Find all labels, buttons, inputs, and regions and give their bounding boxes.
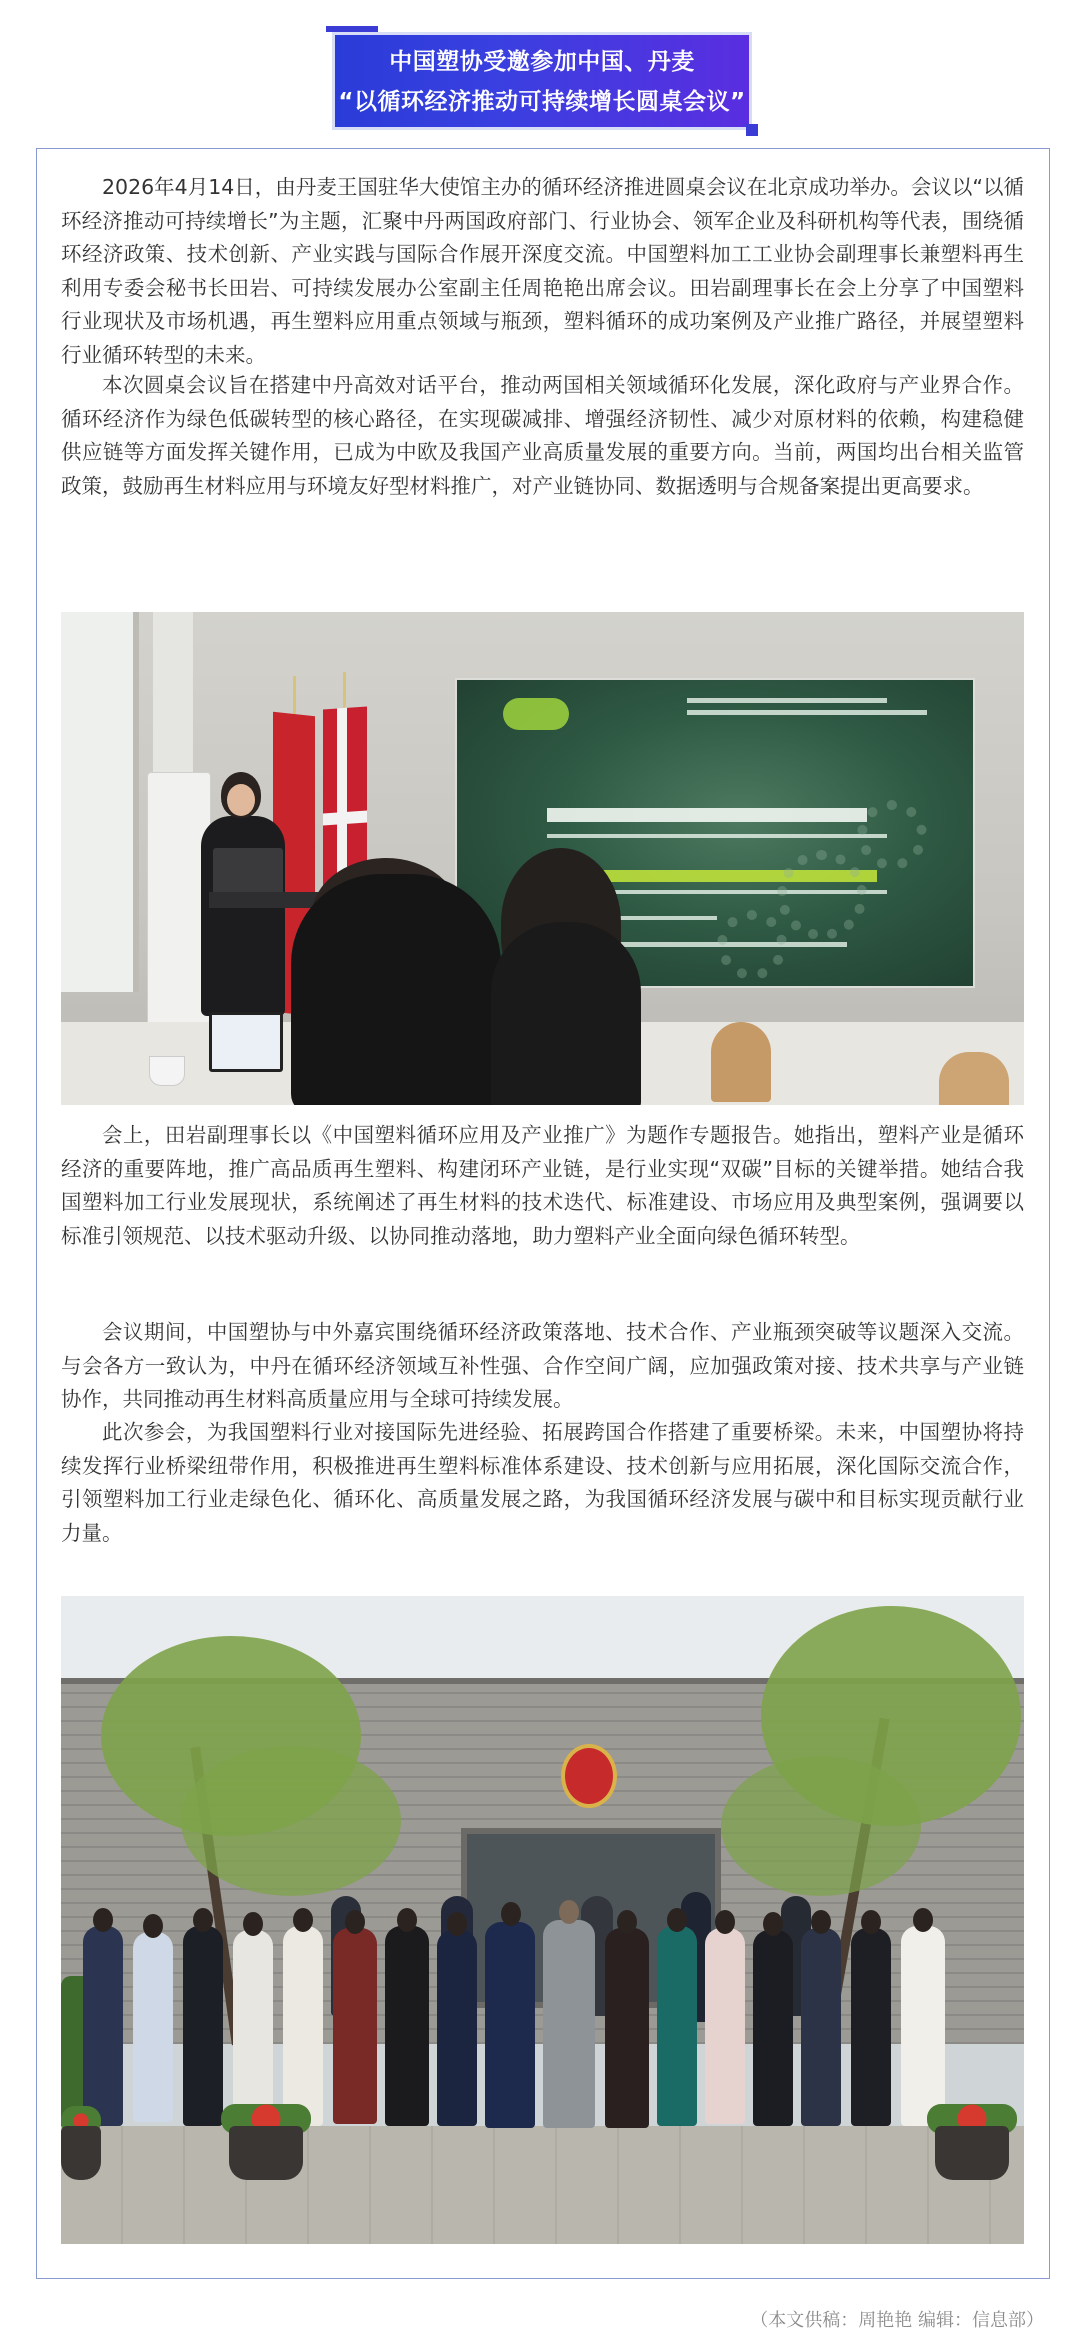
article-title xyxy=(332,32,752,130)
title-line-2: “以循环经济推动可持续增长圆桌会议” xyxy=(338,89,746,115)
article-credit: （本文供稿：周艳艳 编辑：信息部） xyxy=(750,2310,1044,2331)
speaker xyxy=(201,816,285,1016)
article-frame xyxy=(36,148,1050,2279)
title-line-1: 中国塑协受邀参加中国、丹麦 xyxy=(389,49,695,75)
embassy-emblem xyxy=(561,1744,617,1808)
group-photo xyxy=(61,1596,1024,2244)
paragraph-4: 会议期间，中国塑协与中外嘉宾围绕循环经济政策落地、技术合作、产业瓶颈突破等议题深入交流。与会各方一致认为，中丹在循环经济领域互补性强、合作空间广阔，应加强政策对接、技术共享与产业链协作，共同推动再生材料高质量应用与全球可持续发展。 xyxy=(61,1320,1024,1412)
audience-member xyxy=(291,874,501,1105)
paragraph-5: 此次参会，为我国塑料行业对接国际先进经验、拓展跨国合作搭建了重要桥梁。未来，中国塑协将持续发挥行业桥梁纽带作用，积极推进再生塑料标准体系建设、技术创新与应用拓展，深化国际交流合作，引领塑料加工行业走绿色化、循环化、高质量发展之路，为我国循环经济发展与碳中和目标实现贡献行业力量。 xyxy=(61,1420,1024,1545)
title-accent-bottom xyxy=(746,124,758,136)
audience-member xyxy=(491,922,641,1105)
paragraph-1: 2026年4月14日，由丹麦王国驻华大使馆主办的循环经济推进圆桌会议在北京成功举办。会议以“以循环经济推动可持续增长”为主题，汇聚中丹两国政府部门、行业协会、领军企业及科研机构等代表，围绕循环经济政策、技术创新、产业实践与国际合作展开深度交流。中国塑料加工工业协会副理事长兼塑料再生利用专委会秘书长田岩、可持续发展办公室副主任周艳艳出席会议。田岩副理事长在会上分享了中国塑料行业现状及市场机遇，再生塑料应用重点领域与瓶颈，塑料循环的成功案例及产业推广路径，并展望塑料行业循环转型的未来。 xyxy=(61,175,1024,367)
paragraph-2: 本次圆桌会议旨在搭建中丹高效对话平台，推动两国相关领域循环化发展，深化政府与产业界合作。循环经济作为绿色低碳转型的核心路径，在实现碳减排、增强经济韧性、减少对原材料的依赖，构建稳健供应链等方面发挥关键作用，已成为中欧及我国产业高质量发展的重要方向。当前，两国均出台相关监管政策，鼓励再生材料应用与环境友好型材料推广，对产业链协同、数据透明与合规备案提出更高要求。 xyxy=(61,373,1024,498)
paragraph-3: 会上，田岩副理事长以《中国塑料循环应用及产业推广》为题作专题报告。她指出，塑料产业是循环经济的重要阵地，推广高品质再生塑料、构建闭环产业链，是行业实现“双碳”目标的关键举措。她结合我国塑料加工行业发展现状，系统阐述了再生材料的技术迭代、标准建设、市场应用及典型案例，强调要以标准引领规范、以技术驱动升级、以协同推动落地，助力塑料产业全面向绿色循环转型。 xyxy=(61,1123,1024,1248)
presentation-photo xyxy=(61,612,1024,1105)
title-banner xyxy=(326,26,758,136)
